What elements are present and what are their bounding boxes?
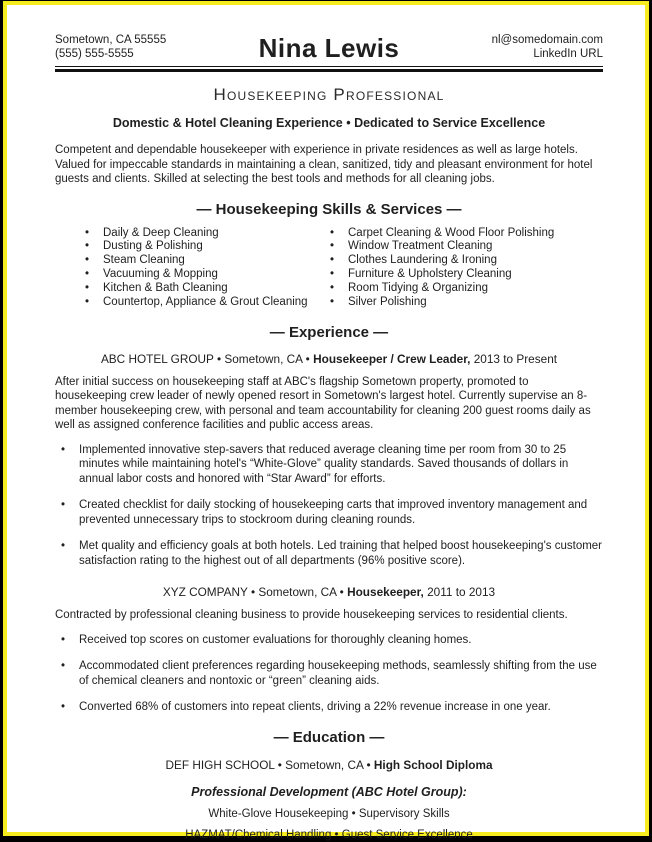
education-line [55,758,603,772]
job-bullet: • Met quality and efficiency goals at both hotels. Led training that helped boost housekeeping's customer satisfaction rating to the highest out of all departments (96% positive score). [61,539,603,568]
profdev-heading: Professional Development (ABC Hotel Group): [191,784,467,799]
skill-item: • Kitchen & Bath Cleaning [85,282,313,296]
resume-title: Housekeeping Professional [213,85,445,104]
contact-left [55,33,225,61]
skill-item: • Clothes Laundering & Ironing [330,254,603,268]
header-rule-thin [55,66,603,67]
header-rule-thick [55,69,603,72]
job-title: Housekeeper / Crew Leader, [313,351,471,366]
resume-page [3,1,649,841]
job-summary-abc: After initial success on housekeeping staff at ABC's flagship Sometown property, promoted to housekeeping crew leader of newly opened resort in Sometown's largest hotel. Currently supervise an 8-member housekeeping crew, with personal and team accountability for cleaning 200 guest rooms daily as well as assigned conference facilities and public access areas. [55,375,591,432]
contact-address: Sometown, CA 55555 [55,34,167,46]
skill-item: • Daily & Deep Cleaning [85,227,313,241]
job-title: Housekeeper, [347,585,424,600]
job-bullet: • Created checklist for daily stocking of housekeeping carts that improved inventory management and prevented unnecessary trips to stockroom during cleaning rounds. [61,498,603,527]
summary-paragraph: Competent and dependable housekeeper with experience in private residences as well as large hotels. Valued for impeccable standards in maintaining a clean, sanitized, tidy and pleasant environment for hotel guests and clients. Skilled at selecting the best tools and methods for all cleaning jobs. [55,144,593,185]
job-bullets-xyz [55,633,603,715]
job-summary-xyz: Contracted by professional cleaning business to provide housekeeping services to residential clients. [55,609,568,622]
resume-content [7,5,645,842]
skill-item: • Steam Cleaning [85,254,313,268]
job-bullet: • Received top scores on customer evaluations for thoroughly cleaning homes. [61,633,603,648]
skills-columns [55,227,603,310]
skills-column-left [85,227,313,310]
skill-item: • Vacuuming & Mopping [85,268,313,282]
job-dates: 2011 to 2013 [423,585,496,600]
job-bullet: • Accommodated client preferences regarding housekeeping methods, seamlessly shifting from the use of chemical cleaners and nontoxic or “green” cleaning aids. [61,659,603,688]
name-wrap [225,33,433,63]
skills-column-right [330,227,603,310]
skill-item: • Window Treatment Cleaning [330,240,603,254]
job-company-location: XYZ COMPANY • Sometown, CA • [162,585,348,600]
resume-tagline: Domestic & Hotel Cleaning Experience • Dedicated to Service Excellence [112,116,546,130]
profdev-line: White-Glove Housekeeping • Supervisory Skills [208,807,450,820]
job-bullet: • Implemented innovative step-savers that reduced average cleaning time per room from 30 to 25 minutes while maintaining hotel's “White-Glove” quality standards. Saved thousands of dollars in annual labor costs and honored with “Star Award” for efforts. [61,443,603,487]
contact-email: nl@somedomain.com [491,34,603,46]
job-heading-xyz [55,585,603,599]
skill-item: • Dusting & Polishing [85,240,313,254]
contact-linkedin: LinkedIn URL [533,48,603,60]
section-heading-experience: — Experience — [269,323,389,341]
skill-item: • Furniture & Upholstery Cleaning [330,268,603,282]
section-heading-education: — Education — [273,728,385,746]
section-heading-skills: — Housekeeping Skills & Services — [196,200,462,218]
contact-phone: (555) 555-5555 [55,48,134,60]
profdev-line: HAZMAT/Chemical Handling • Guest Service Excellence [185,828,473,841]
skill-item: • Carpet Cleaning & Wood Floor Polishing [330,227,603,241]
job-bullets-abc [55,443,603,569]
contact-right [433,33,603,61]
education-degree: High School Diploma [373,757,493,772]
header [55,5,603,63]
skill-item: • Room Tidying & Organizing [330,282,603,296]
skill-item: • Countertop, Appliance & Grout Cleaning [85,296,313,310]
job-heading-abc [55,352,603,366]
job-company-location: ABC HOTEL GROUP • Sometown, CA • [100,351,314,366]
education-school-location: DEF HIGH SCHOOL • Sometown, CA • [165,757,374,772]
candidate-name: Nina Lewis [258,33,400,63]
skill-item: • Silver Polishing [330,296,603,310]
job-bullet: • Converted 68% of customers into repeat clients, driving a 22% revenue increase in one year. [61,700,603,715]
job-dates: 2013 to Present [470,351,558,366]
